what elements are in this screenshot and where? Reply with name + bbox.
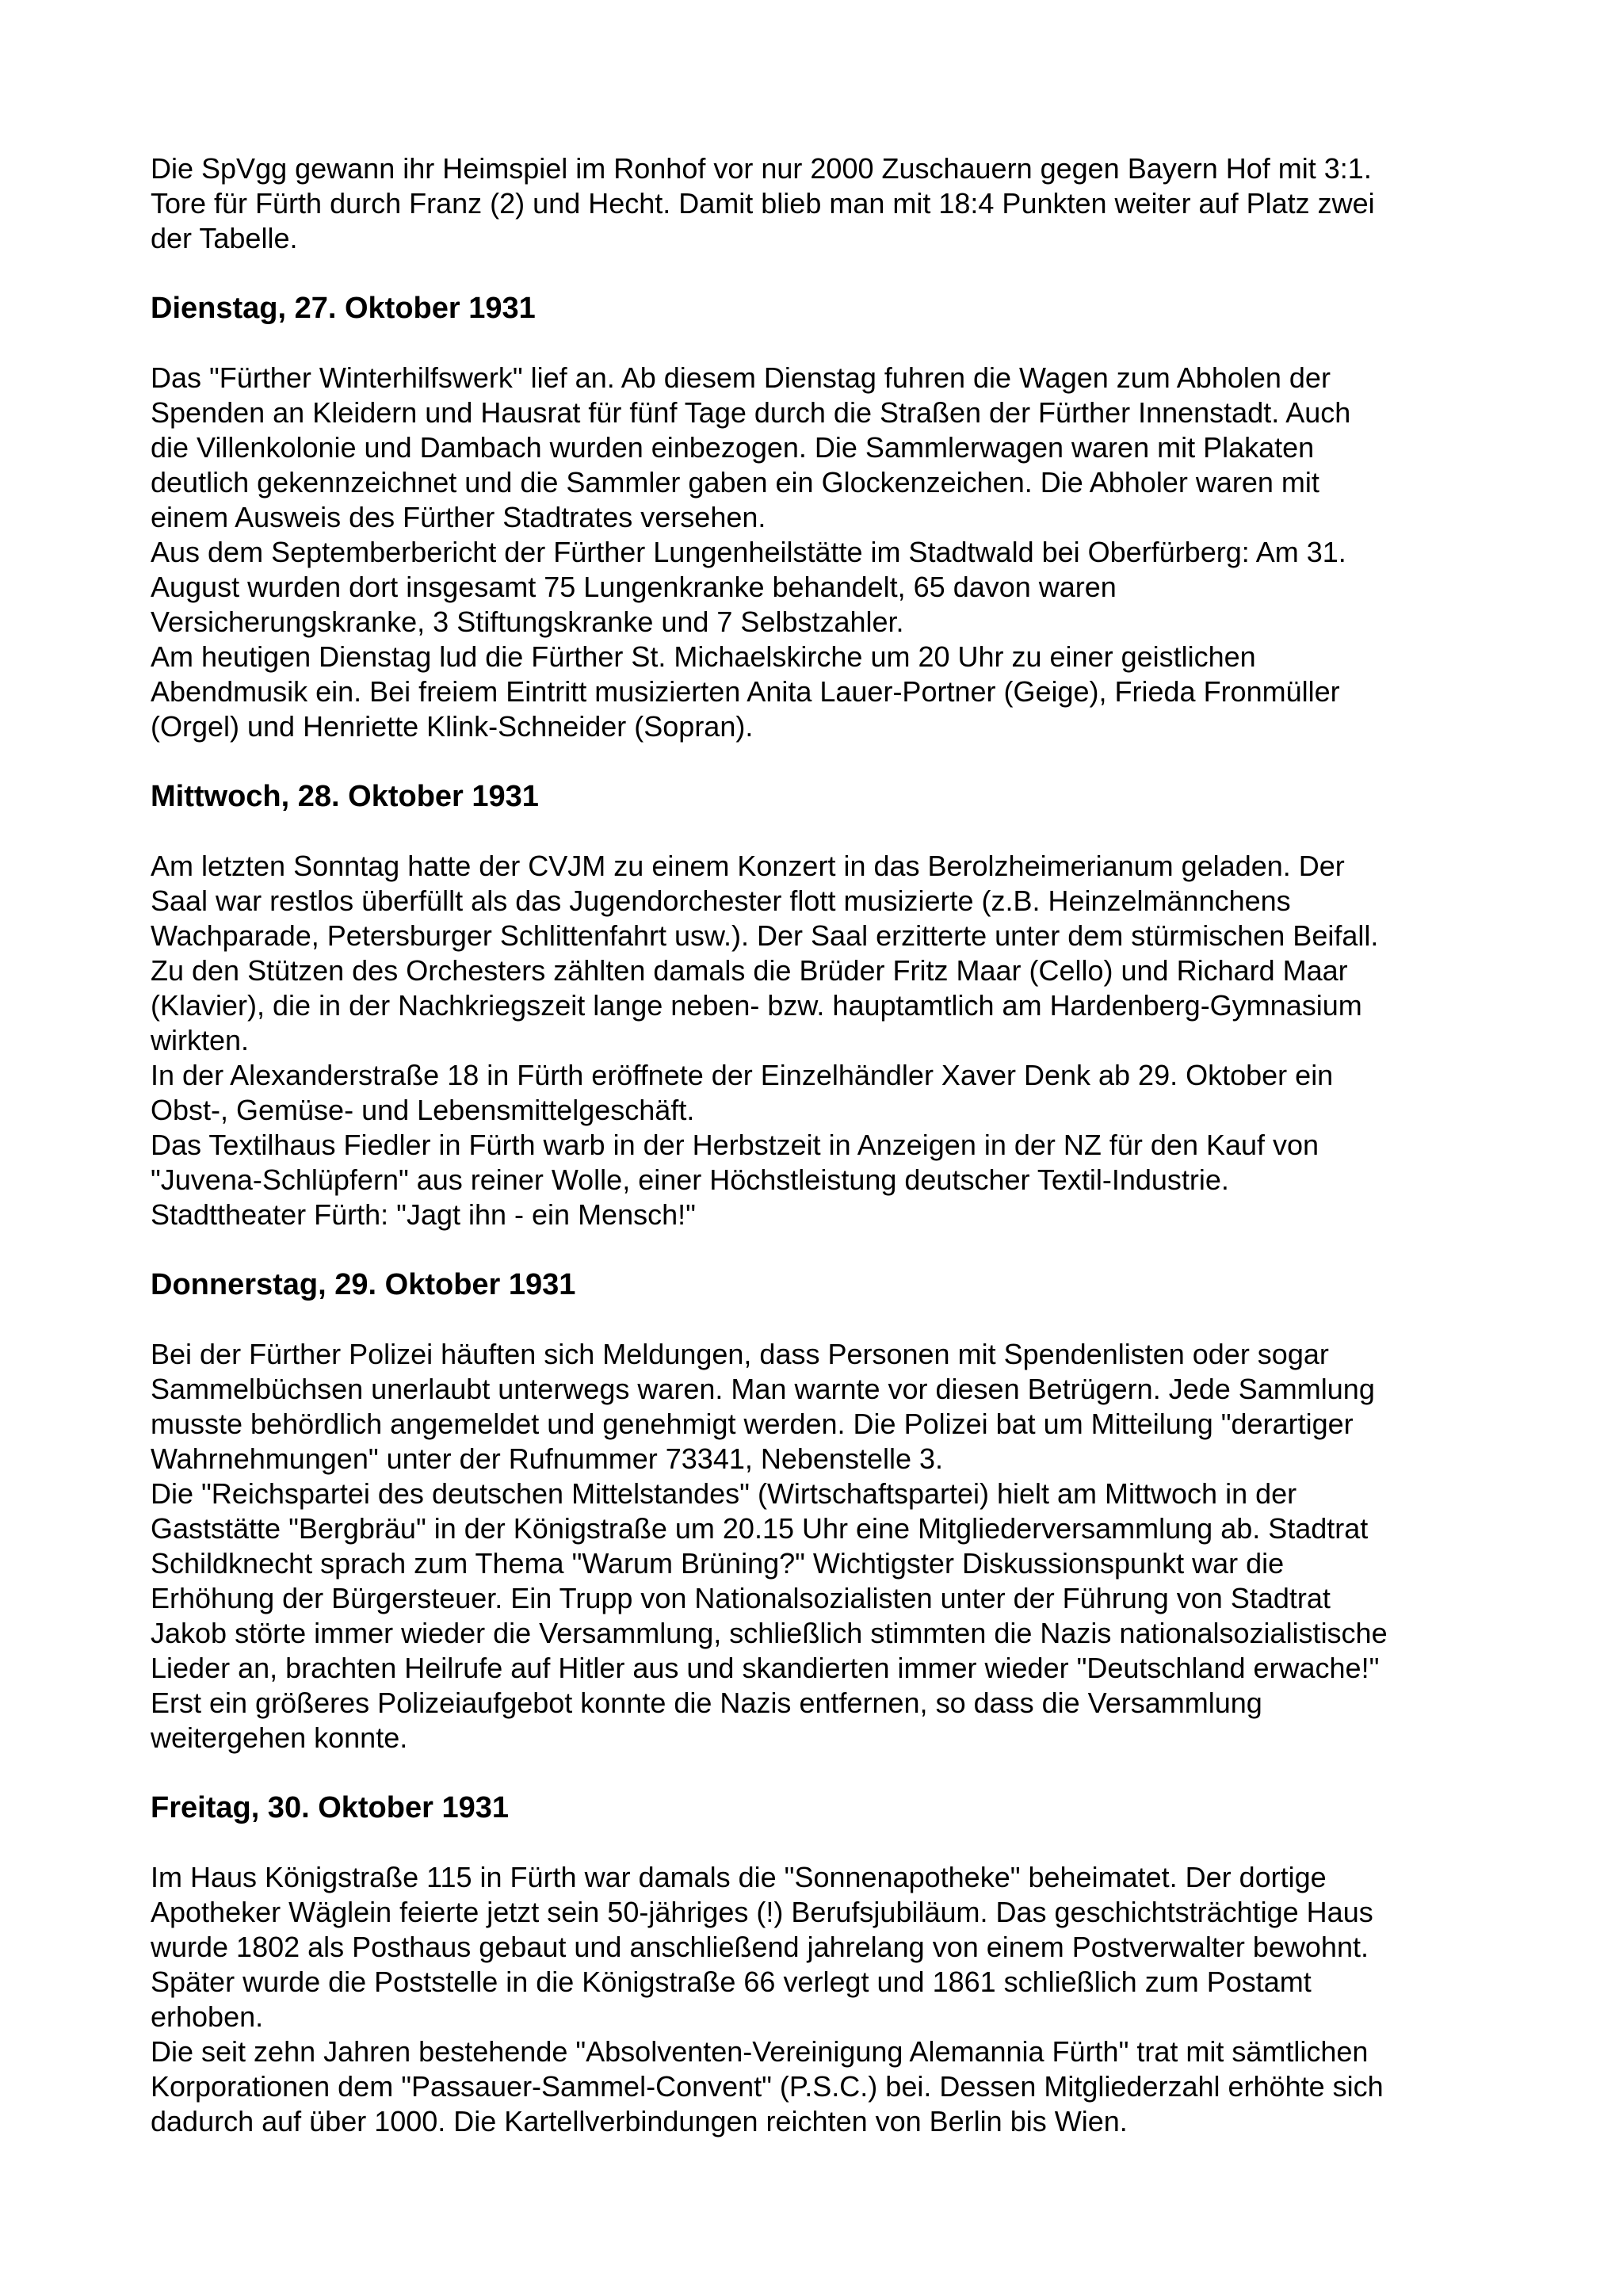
text-line: Stadttheater Fürth: "Jagt ihn - ein Mensch!" [151, 1198, 696, 1231]
text-line: Saal war restlos überfüllt als das Jugendorchester flott musizierte (z.B. Heinzelmännchens [151, 884, 1291, 917]
text-line: Jakob störte immer wieder die Versammlung, schließlich stimmten die Nazis nationalsozialistische [151, 1617, 1388, 1649]
text-line: einem Ausweis des Fürther Stadtrates versehen. [151, 501, 766, 533]
text-line: Zu den Stützen des Orchesters zählten damals die Brüder Fritz Maar (Cello) und Richard Maar [151, 954, 1348, 987]
text-line: erhoben. [151, 2000, 264, 2033]
paragraph [151, 1337, 1490, 1755]
text-line: Das "Fürther Winterhilfswerk" lief an. Ab diesem Dienstag fuhren die Wagen zum Abholen der [151, 361, 1331, 394]
text-line: musste behördlich angemeldet und genehmigt werden. Die Polizei bat um Mitteilung "derartiger [151, 1408, 1354, 1440]
date-heading [151, 291, 1490, 326]
text-line: Wachparade, Petersburger Schlittenfahrt usw.). Der Saal erzitterte unter dem stürmischen Beifall. [151, 919, 1379, 952]
text-line: dadurch auf über 1000. Die Kartellverbindungen reichten von Berlin bis Wien. [151, 2105, 1128, 2137]
text-line: Obst-, Gemüse- und Lebensmittelgeschäft. [151, 1094, 695, 1126]
text-line: Später wurde die Poststelle in die Königstraße 66 verlegt und 1861 schließlich zum Postamt [151, 1966, 1312, 1998]
text-line: Erhöhung der Bürgersteuer. Ein Trupp von Nationalsozialisten unter der Führung von Stadtrat [151, 1582, 1331, 1614]
text-line: Die SpVgg gewann ihr Heimspiel im Ronhof vor nur 2000 Zuschauern gegen Bayern Hof mit 3:1. [151, 152, 1372, 185]
date-heading-text: Dienstag, 27. Oktober 1931 [151, 292, 536, 325]
paragraph [151, 151, 1490, 256]
text-line: Korporationen dem "Passauer-Sammel-Convent" (P.S.C.) bei. Dessen Mitgliederzahl erhöhte sich [151, 2070, 1384, 2103]
text-line: wurde 1802 als Posthaus gebaut und anschließend jahrelang von einem Postverwalter bewohnt. [151, 1931, 1369, 1963]
text-line: Das Textilhaus Fiedler in Fürth warb in der Herbstzeit in Anzeigen in der NZ für den Kauf von [151, 1129, 1319, 1161]
paragraph [151, 1860, 1490, 2139]
text-line: Die "Reichspartei des deutschen Mittelstandes" (Wirtschaftspartei) hielt am Mittwoch in der [151, 1477, 1297, 1510]
date-heading-text: Donnerstag, 29. Oktober 1931 [151, 1268, 576, 1301]
text-line: Erst ein größeres Polizeiaufgebot konnte die Nazis entfernen, so dass die Versammlung [151, 1687, 1262, 1719]
text-line: Am letzten Sonntag hatte der CVJM zu einem Konzert in das Berolzheimerianum geladen. Der [151, 850, 1345, 882]
date-heading-text: Mittwoch, 28. Oktober 1931 [151, 780, 539, 813]
text-line: Apotheker Wäglein feierte jetzt sein 50-jähriges (!) Berufsjubiläum. Das geschichtsträchtige Haus [151, 1896, 1373, 1928]
text-line: "Juvena-Schlüpfern" aus reiner Wolle, einer Höchstleistung deutscher Textil-Industrie. [151, 1163, 1229, 1196]
date-heading [151, 779, 1490, 814]
paragraph [151, 361, 1490, 744]
text-line: August wurden dort insgesamt 75 Lungenkranke behandelt, 65 davon waren [151, 571, 1117, 603]
text-line: (Orgel) und Henriette Klink-Schneider (Sopran). [151, 710, 754, 743]
text-line: Schildknecht sprach zum Thema "Warum Brüning?" Wichtigster Diskussionspunkt war die [151, 1547, 1285, 1580]
text-line: Gaststätte "Bergbräu" in der Königstraße um 20.15 Uhr eine Mitgliederversammlung ab. Stadtrat [151, 1512, 1369, 1545]
text-line: die Villenkolonie und Dambach wurden einbezogen. Die Sammlerwagen waren mit Plakaten [151, 431, 1315, 464]
text-line: In der Alexanderstraße 18 in Fürth eröffnete der Einzelhändler Xaver Denk ab 29. Oktober ein [151, 1059, 1334, 1091]
text-line: der Tabelle. [151, 222, 298, 254]
date-heading [151, 1267, 1490, 1302]
text-line: Im Haus Königstraße 115 in Fürth war damals die "Sonnenapotheke" beheimatet. Der dortige [151, 1861, 1327, 1893]
text-line: Bei der Fürther Polizei häuften sich Meldungen, dass Personen mit Spendenlisten oder sogar [151, 1338, 1329, 1370]
date-heading-text: Freitag, 30. Oktober 1931 [151, 1791, 509, 1824]
text-line: Am heutigen Dienstag lud die Fürther St. Michaelskirche um 20 Uhr zu einer geistlichen [151, 640, 1256, 673]
text-line: Sammelbüchsen unerlaubt unterwegs waren. Man warnte vor diesen Betrügern. Jede Sammlung [151, 1373, 1375, 1405]
document-content [151, 151, 1490, 2139]
text-line: Tore für Fürth durch Franz (2) und Hecht. Damit blieb man mit 18:4 Punkten weiter auf Platz zwei [151, 187, 1375, 220]
text-line: wirkten. [151, 1024, 250, 1056]
text-line: Die seit zehn Jahren bestehende "Absolventen-Vereinigung Alemannia Fürth" trat mit sämtlichen [151, 2035, 1369, 2068]
paragraph [151, 849, 1490, 1232]
text-line: Wahrnehmungen" unter der Rufnummer 73341, Nebenstelle 3. [151, 1442, 944, 1475]
text-line: Aus dem Septemberbericht der Fürther Lungenheilstätte im Stadtwald bei Oberfürberg: Am 31. [151, 536, 1346, 568]
text-line: deutlich gekennzeichnet und die Sammler gaben ein Glockenzeichen. Die Abholer waren mit [151, 466, 1319, 499]
text-line: weitergehen konnte. [151, 1721, 408, 1754]
text-line: Lieder an, brachten Heilrufe auf Hitler aus und skandierten immer wieder "Deutschland erwache!" [151, 1652, 1380, 1684]
text-line: Versicherungskranke, 3 Stiftungskranke und 7 Selbstzahler. [151, 606, 904, 638]
text-line: Abendmusik ein. Bei freiem Eintritt musizierten Anita Lauer-Portner (Geige), Frieda Fronmüller [151, 675, 1340, 708]
date-heading [151, 1790, 1490, 1825]
text-line: (Klavier), die in der Nachkriegszeit lange neben- bzw. hauptamtlich am Hardenberg-Gymnasium [151, 989, 1362, 1022]
text-line: Spenden an Kleidern und Hausrat für fünf Tage durch die Straßen der Fürther Innenstadt. Auch [151, 396, 1351, 429]
